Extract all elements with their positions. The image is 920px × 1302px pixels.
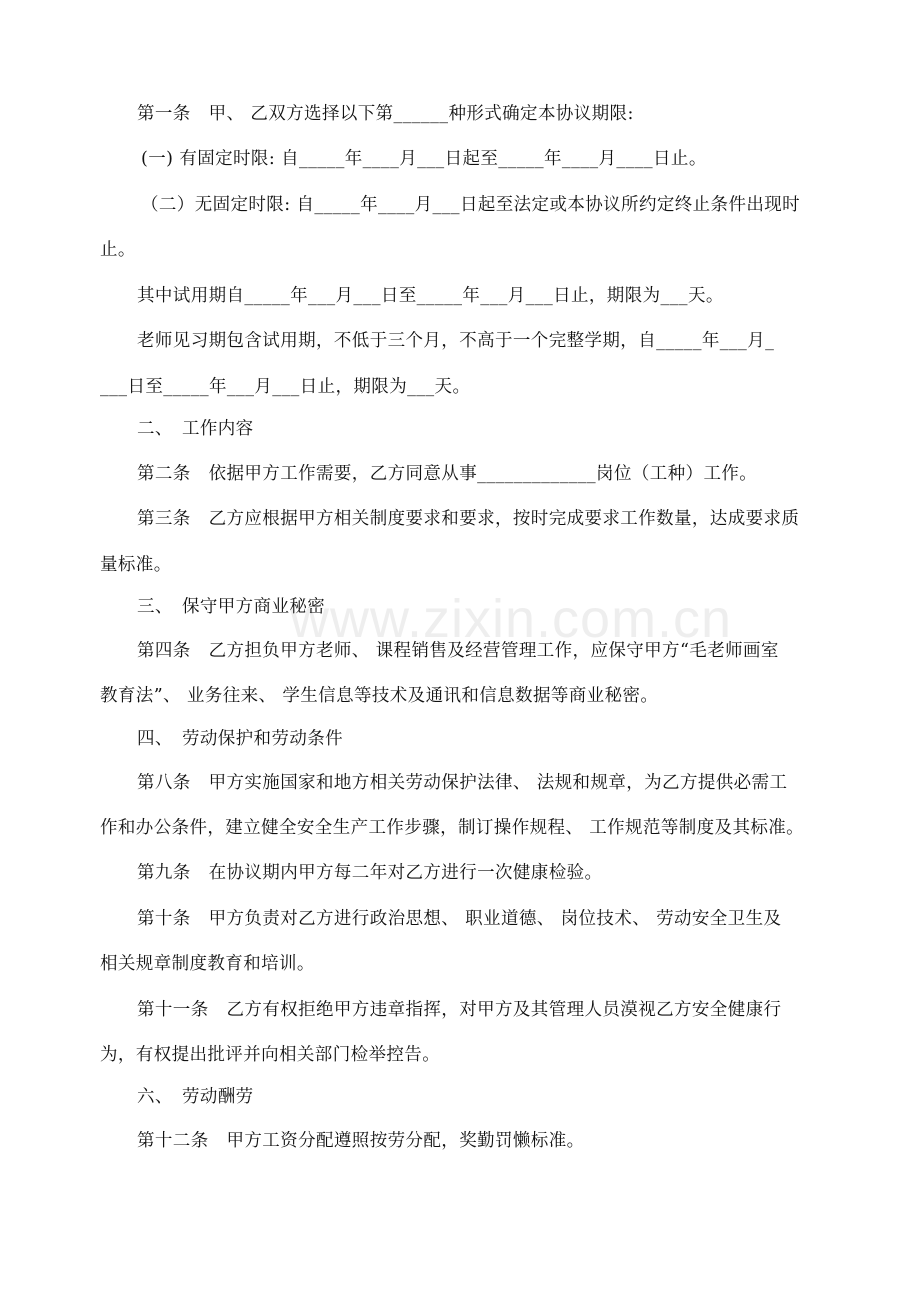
clause-8: 第八条 甲方实施国家和地方相关劳动保护法律、 法规和规章，为乙方提供必需工	[137, 773, 788, 793]
watermark: www.zixin.com.cn	[290, 589, 733, 649]
term-option-fixed: (一) 有固定时限: 自_____年____月___日起至_____年____月____日止。	[141, 149, 707, 169]
clause-8-cont: 作和办公条件，建立健全安全生产工作步骤，制订操作规程、 工作规范等制度及其标准。	[100, 818, 805, 838]
clause-10-cont: 相关规章制度教育和培训。	[100, 954, 315, 974]
clause-2: 第二条 依据甲方工作需要，乙方同意从事_____________岗位（工种）工作。	[137, 464, 758, 484]
internship-period-cont: ___日至_____年___月___日止，期限为___天。	[100, 377, 471, 397]
clause-3: 第三条 乙方应根据甲方相关制度要求和要求，按时完成要求工作数量，达成要求质	[137, 509, 800, 529]
section-heading-secrets: 三、 保守甲方商业秘密	[137, 597, 326, 617]
section-heading-protection: 四、 劳动保护和劳动条件	[137, 729, 344, 749]
clause-11: 第十一条 乙方有权拒绝甲方违章指挥，对甲方及其管理人员漠视乙方安全健康行	[137, 1000, 782, 1020]
clause-1: 第一条 甲、 乙双方选择以下第______种形式确定本协议期限:	[137, 104, 634, 124]
clause-9: 第九条 在协议期内甲方每二年对乙方进行一次健康检验。	[137, 863, 603, 883]
probation-period: 其中试用期自_____年___月___日至_____年___月___日止，期限为___天。	[137, 286, 724, 306]
internship-period: 老师见习期包含试用期，不低于三个月，不高于一个完整学期，自_____年___月_	[137, 331, 775, 351]
clause-11-cont: 为，有权提出批评并向相关部门检举控告。	[100, 1045, 441, 1065]
section-heading-work: 二、 工作内容	[137, 419, 254, 439]
clause-4: 第四条 乙方担负甲方老师、 课程销售及经营管理工作，应保守甲方“毛老师画室	[137, 641, 779, 661]
term-option-open-cont: 止。	[100, 240, 136, 260]
clause-10: 第十条 甲方负责对乙方进行政治思想、 职业道德、 岗位技术、 劳动安全卫生及	[137, 909, 782, 929]
section-heading-pay: 六、 劳动酬劳	[137, 1087, 254, 1107]
clause-12: 第十二条 甲方工资分配遵照按劳分配，奖勤罚懒标准。	[137, 1131, 585, 1151]
clause-3-cont: 量标准。	[100, 555, 172, 575]
term-option-open: （二）无固定时限: 自_____年____月___日起至法定或本协议所约定终止条件出现时	[141, 195, 801, 215]
clause-4-cont: 教育法”、 业务往来、 学生信息等技术及通讯和信息数据等商业秘密。	[100, 686, 659, 706]
